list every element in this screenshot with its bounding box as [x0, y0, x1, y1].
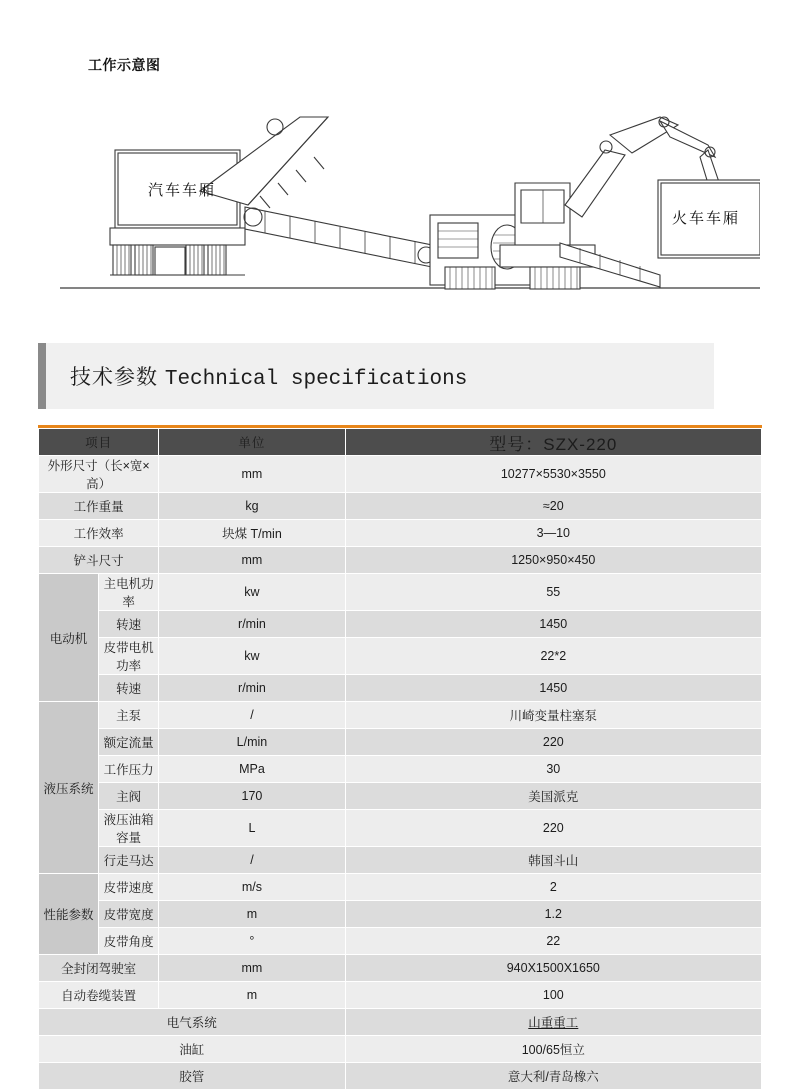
machine-illustration [60, 95, 760, 310]
row-unit: kw [159, 638, 345, 675]
table-row [39, 638, 762, 675]
row-unit: 块煤 T/min [159, 520, 345, 547]
row-unit: mm [159, 955, 345, 982]
row-item: 铲斗尺寸 [39, 547, 159, 574]
row-unit: m [159, 982, 345, 1009]
row-value: 22 [345, 928, 761, 955]
row-item: 胶管 [39, 1063, 346, 1090]
table-row [39, 702, 762, 729]
row-value: 意大利/青岛橡六 [345, 1063, 761, 1090]
table-row [39, 982, 762, 1009]
row-item: 液压油箱容量 [99, 810, 159, 847]
row-value: ≈20 [345, 493, 761, 520]
row-value: 220 [345, 810, 761, 847]
row-item: 主泵 [99, 702, 159, 729]
row-item: 皮带速度 [99, 874, 159, 901]
row-item: 电气系统 [39, 1009, 346, 1036]
table-row [39, 1036, 762, 1063]
row-value: 1450 [345, 675, 761, 702]
row-unit: 170 [159, 783, 345, 810]
table-row [39, 456, 762, 493]
banner-title-en: Technical specifications [164, 368, 468, 391]
banner-title [70, 361, 467, 391]
row-unit: m/s [159, 874, 345, 901]
table-row [39, 847, 762, 874]
row-item: 行走马达 [99, 847, 159, 874]
row-item: 外形尺寸（长×宽×高） [39, 456, 159, 493]
row-item: 工作重量 [39, 493, 159, 520]
row-unit: r/min [159, 675, 345, 702]
truck-label: 汽车车厢 [148, 182, 217, 199]
row-unit: kw [159, 574, 345, 611]
row-item: 全封闭驾驶室 [39, 955, 159, 982]
row-item: 皮带角度 [99, 928, 159, 955]
row-value: 韩国斗山 [345, 847, 761, 874]
row-value: 10277×5530×3550 [345, 456, 761, 493]
banner-title-cn: 技术参数 [70, 366, 158, 389]
row-item: 工作压力 [99, 756, 159, 783]
row-item: 油缸 [39, 1036, 346, 1063]
row-unit: ° [159, 928, 345, 955]
row-value: 22*2 [345, 638, 761, 675]
table-row [39, 675, 762, 702]
table-row [39, 810, 762, 847]
row-value: 2 [345, 874, 761, 901]
row-value: 1250×950×450 [345, 547, 761, 574]
row-item: 额定流量 [99, 729, 159, 756]
row-unit: m [159, 901, 345, 928]
row-unit: / [159, 702, 345, 729]
table-row [39, 756, 762, 783]
row-item: 皮带电机功率 [99, 638, 159, 675]
table-row [39, 611, 762, 638]
table-row [39, 574, 762, 611]
page-title: 工作示意图 [88, 57, 161, 73]
row-value: 100/65恒立 [345, 1036, 761, 1063]
train-label: 火车车厢 [672, 210, 741, 227]
row-value: 100 [345, 982, 761, 1009]
row-unit: / [159, 847, 345, 874]
table-row [39, 901, 762, 928]
table-row [39, 520, 762, 547]
row-item: 工作效率 [39, 520, 159, 547]
tech-spec-banner [38, 343, 714, 409]
row-value: 220 [345, 729, 761, 756]
header-unit: 单位 [159, 429, 345, 456]
table-row [39, 1009, 762, 1036]
header-item: 项目 [39, 429, 159, 456]
row-unit: mm [159, 547, 345, 574]
banner-accent-bar [38, 343, 46, 409]
table-row [39, 729, 762, 756]
row-unit: mm [159, 456, 345, 493]
row-unit: MPa [159, 756, 345, 783]
table-row [39, 928, 762, 955]
table-row [39, 547, 762, 574]
row-value: 山重重工 [345, 1009, 761, 1036]
row-value: 940X1500X1650 [345, 955, 761, 982]
group-label-performance: 性能参数 [39, 874, 99, 955]
table-row [39, 874, 762, 901]
group-label-hydraulic: 液压系统 [39, 702, 99, 874]
table-row [39, 1063, 762, 1090]
row-item: 转速 [99, 611, 159, 638]
header-model: 型号：SZX-220 [345, 429, 761, 456]
row-item: 主电机功率 [99, 574, 159, 611]
table-row [39, 955, 762, 982]
row-value: 30 [345, 756, 761, 783]
table-row [39, 783, 762, 810]
row-unit: L [159, 810, 345, 847]
spec-table [38, 428, 762, 1090]
row-item: 主阀 [99, 783, 159, 810]
row-unit: L/min [159, 729, 345, 756]
row-value: 3—10 [345, 520, 761, 547]
table-header-row [39, 429, 762, 456]
group-label-motor: 电动机 [39, 574, 99, 702]
row-value: 55 [345, 574, 761, 611]
row-value: 美国派克 [345, 783, 761, 810]
row-unit: kg [159, 493, 345, 520]
row-value: 1450 [345, 611, 761, 638]
row-value: 川崎变量柱塞泵 [345, 702, 761, 729]
row-value: 1.2 [345, 901, 761, 928]
spec-table-wrap [38, 428, 762, 1090]
table-row [39, 493, 762, 520]
row-item: 皮带宽度 [99, 901, 159, 928]
row-item: 自动卷缆装置 [39, 982, 159, 1009]
row-item: 转速 [99, 675, 159, 702]
row-unit: r/min [159, 611, 345, 638]
